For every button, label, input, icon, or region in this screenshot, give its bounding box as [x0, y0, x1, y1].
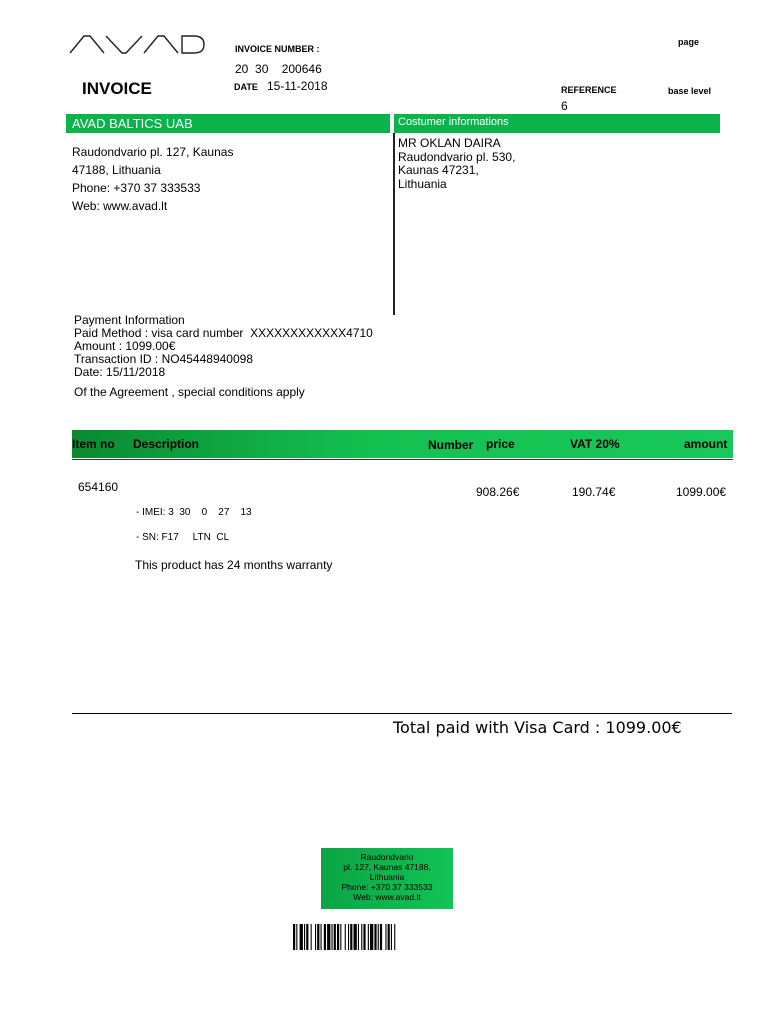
total-rule: [72, 713, 732, 714]
barcode-bar: [361, 924, 362, 950]
row-amount: 1099.00€: [676, 485, 727, 499]
items-table-header: [72, 430, 733, 458]
invoice-number-label: INVOICE NUMBER :: [235, 44, 320, 54]
barcode-bar: [296, 924, 297, 950]
barcode-bar: [368, 924, 369, 950]
customer-name: MR OKLAN DAIRA: [398, 136, 501, 150]
barcode-bar: [327, 924, 330, 950]
company-address-line: Raudondvario pl. 127, Kaunas: [72, 145, 234, 159]
payment-date: Date: 15/11/2018: [74, 365, 166, 379]
col-amount: amount: [684, 437, 728, 451]
reference-value: 6: [561, 99, 568, 113]
footer-contact-box: [321, 848, 453, 909]
base-level-label: base level: [668, 86, 712, 96]
barcode-bar: [324, 924, 326, 950]
customer-address-line: Raudondvario pl. 530,: [398, 150, 516, 164]
company-phone: Phone: +370 37 333533: [72, 181, 201, 195]
col-vat: VAT 20%: [570, 437, 620, 451]
company-name-bar: AVAD BALTICS UAB: [66, 114, 390, 133]
barcode-bar: [354, 924, 357, 950]
page-title: INVOICE: [82, 79, 152, 98]
date-label: DATE: [234, 82, 258, 92]
footer-line: pl. 127, Kaunas 47188,: [343, 862, 431, 872]
row-imei: - IMEI: 3 30 0 27 13: [136, 507, 252, 518]
col-description: Description: [133, 437, 200, 451]
company-web: Web: www.avad.lt: [72, 199, 168, 213]
table-header-rule: [72, 459, 733, 460]
row-price: 908.26€: [476, 485, 520, 499]
barcode-bar: [391, 924, 392, 950]
reference-label: REFERENCE: [561, 85, 617, 95]
company-address-line: 47188, Lithuania: [72, 163, 161, 177]
customer-address-line: Lithuania: [398, 177, 447, 191]
barcode-bar: [332, 924, 333, 950]
barcode-bar: [317, 924, 319, 950]
barcode-bar: [378, 924, 379, 950]
barcode-bar: [394, 924, 395, 950]
barcode-bar: [358, 924, 359, 950]
customer-section-bar: Costumer informations: [394, 114, 720, 133]
total-paid: Total paid with Visa Card : 1099.00€: [393, 718, 682, 737]
barcode-bar: [321, 924, 322, 950]
agreement-note: Of the Agreement , special conditions apply: [74, 385, 305, 399]
barcode-bar: [337, 924, 339, 950]
payment-amount: Amount : 1099.00€: [74, 339, 176, 353]
barcode-bar: [370, 924, 373, 950]
barcode-bar: [311, 924, 312, 950]
barcode-bar: [348, 924, 349, 950]
vertical-divider: [393, 133, 395, 315]
barcode-bar: [293, 924, 295, 950]
barcode-bar: [385, 924, 386, 950]
footer-line: Raudondvario: [360, 852, 414, 862]
payment-heading: Payment Information: [74, 313, 185, 327]
col-price: price: [486, 437, 515, 451]
invoice-number-value: 20 30 200646: [235, 62, 322, 76]
barcode-bar: [340, 924, 341, 950]
barcode-bar: [380, 924, 382, 950]
barcode-bar: [304, 924, 305, 950]
barcode-bar: [300, 924, 303, 950]
barcode-bar: [345, 924, 346, 950]
transaction-id: Transaction ID : NO45448940098: [74, 352, 253, 366]
barcode-bar: [363, 924, 365, 950]
barcode-bar: [306, 924, 308, 950]
footer-line: Phone: +370 37 333533: [341, 882, 433, 892]
avad-logo: [68, 33, 206, 55]
barcode-bar: [350, 924, 352, 950]
barcode: [293, 924, 477, 950]
barcode-bar: [374, 924, 376, 950]
footer-line: Lithuania: [369, 872, 405, 882]
col-number: Number: [428, 438, 474, 452]
col-item-no: Item no: [72, 437, 115, 451]
barcode-bar: [315, 924, 316, 950]
page-label: page: [678, 37, 700, 47]
row-sn: - SN: F17 LTN CL: [136, 532, 230, 543]
row-item-no: 654160: [78, 480, 119, 494]
customer-address-line: Kaunas 47231,: [398, 163, 479, 177]
row-warranty: This product has 24 months warranty: [135, 558, 333, 572]
barcode-bar: [388, 924, 390, 950]
date-value: 15-11-2018: [267, 79, 328, 93]
payment-method: Paid Method : visa card number XXXXXXXXXXXX4710: [74, 326, 373, 340]
footer-line: Web: www.avad.lt: [353, 892, 421, 902]
row-vat: 190.74€: [572, 485, 616, 499]
barcode-bar: [334, 924, 336, 950]
